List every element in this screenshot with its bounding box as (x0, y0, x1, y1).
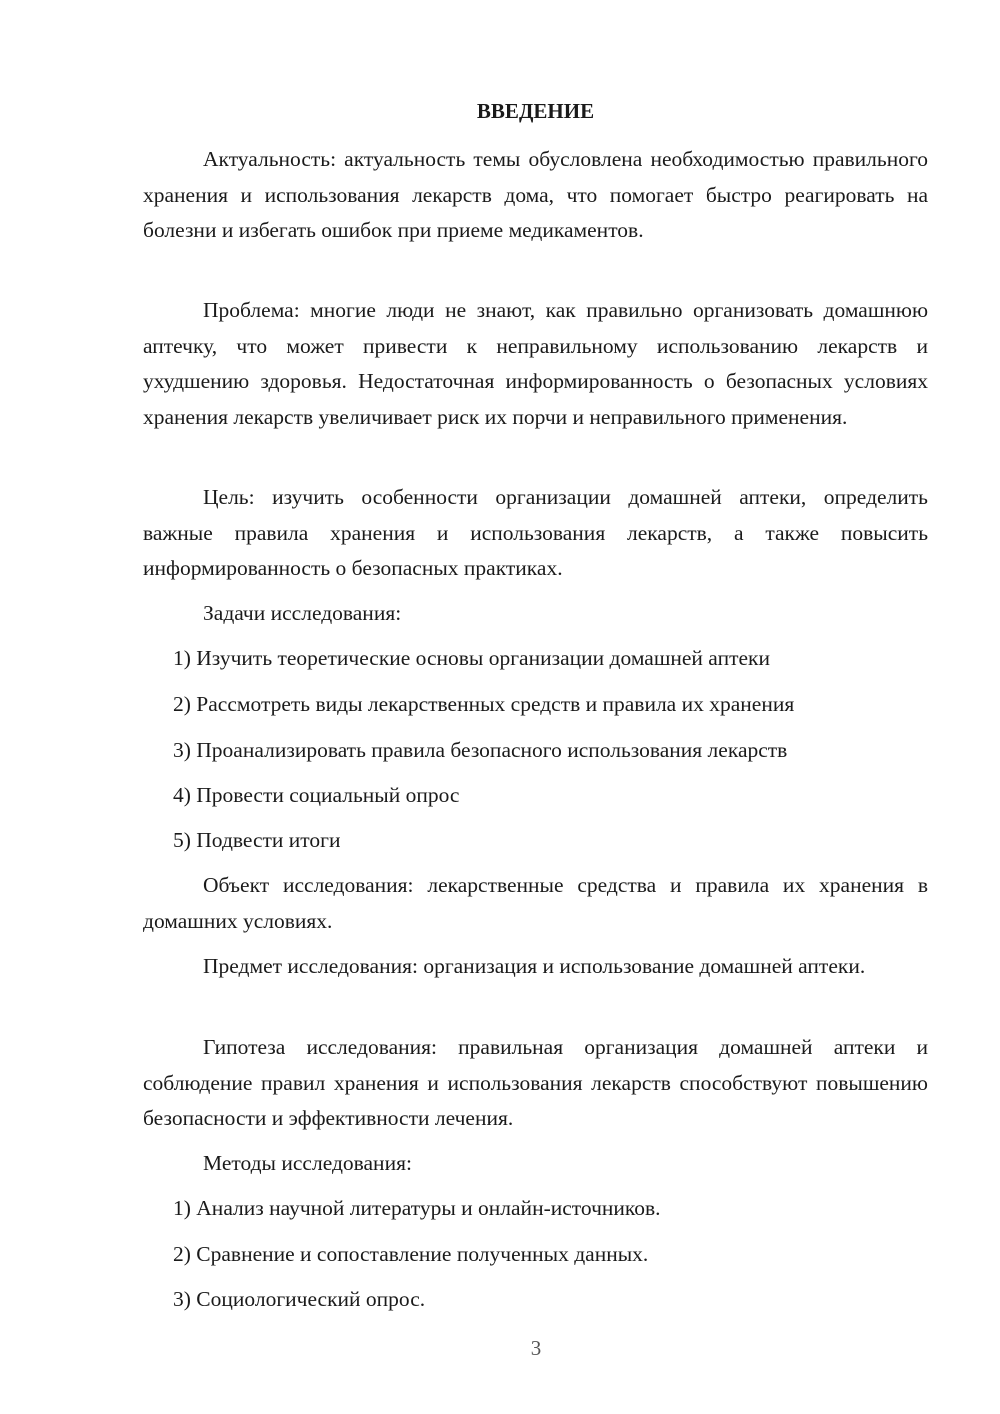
task-item: 4) Провести социальный опрос (173, 783, 460, 807)
method-item: 3) Социологический опрос. (173, 1287, 426, 1311)
task-item: 5) Подвести итоги (173, 828, 341, 852)
relevance-paragraph: Актуальность: актуальность темы обусловлена необходимостью правильного хранения и использования лекарств дома, что помогает быстро реагировать на болезни и избегать ошибок при приеме медикаментов. (143, 147, 928, 242)
page-title: ВВЕДЕНИЕ (476, 99, 595, 123)
methods-heading: Методы исследования: (203, 1151, 412, 1175)
task-item: 2) Рассмотреть виды лекарственных средств и правила их хранения (173, 692, 795, 716)
goal-paragraph: Цель: изучить особенности организации домашней аптеки, определить важные правила хранения и использования лекарств, а также повысить информированность о безопасных практиках. (143, 485, 928, 580)
task-item: 1) Изучить теоретические основы организации домашней аптеки (173, 646, 770, 670)
problem-paragraph: Проблема: многие люди не знают, как правильно организовать домашнюю аптечку, что может привести к неправильному использованию лекарств и ухудшению здоровья. Недостаточная информированность о безопасных условиях хранения лекарств увеличивает риск их порчи и неправильного применения. (143, 298, 928, 429)
task-item: 3) Проанализировать правила безопасного использования лекарств (173, 738, 788, 762)
page-number: 3 (530, 1336, 542, 1360)
object-paragraph: Объект исследования: лекарственные средства и правила их хранения в домашних условиях. (143, 873, 928, 933)
method-item: 2) Сравнение и сопоставление полученных данных. (173, 1242, 649, 1266)
method-item: 1) Анализ научной литературы и онлайн-источников. (173, 1196, 661, 1220)
tasks-heading: Задачи исследования: (203, 601, 402, 625)
hypothesis-paragraph: Гипотеза исследования: правильная организация домашней аптеки и соблюдение правил хранения и использования лекарств способствуют повышению безопасности и эффективности лечения. (143, 1035, 928, 1130)
subject-paragraph: Предмет исследования: организация и использование домашней аптеки. (203, 954, 866, 978)
